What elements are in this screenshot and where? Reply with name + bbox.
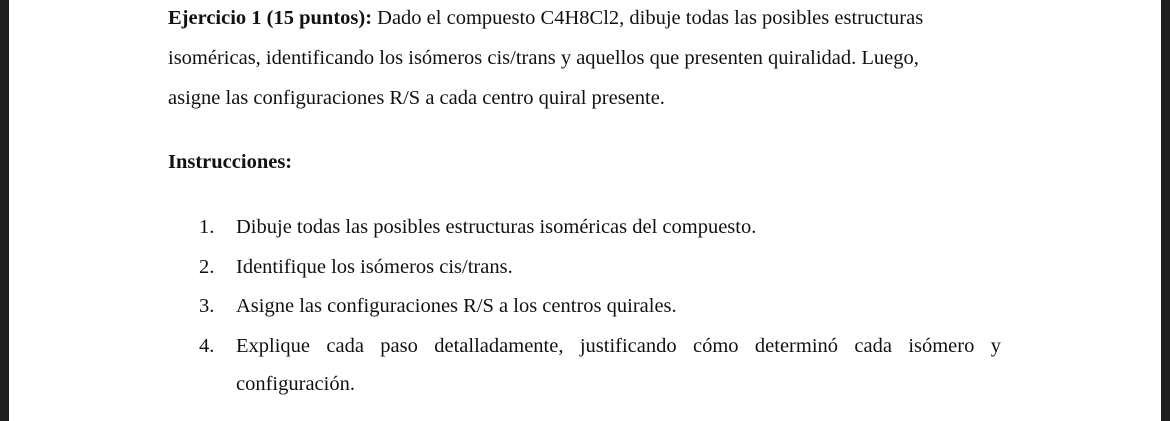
- viewer-right-edge: [1161, 0, 1170, 421]
- instruction-text: Explique cada paso detalladamente, justificando cómo determinó cada isómero y: [236, 335, 1001, 357]
- exercise-label: Ejercicio 1 (15 puntos):: [168, 7, 373, 29]
- instruction-number: 3.: [199, 295, 215, 317]
- instruction-text: Asigne las configuraciones R/S a los centros quirales.: [236, 295, 677, 317]
- exercise-statement-line-1: [168, 6, 923, 30]
- instruction-number: 2.: [199, 256, 215, 278]
- exercise-text-line-1: Dado el compuesto C4H8Cl2, dibuje todas las posibles estructuras: [372, 7, 924, 29]
- document-page: [9, 0, 1161, 421]
- instruction-text: Dibuje todas las posibles estructuras isoméricas del compuesto.: [236, 216, 757, 238]
- instruction-text-continuation: configuración.: [236, 373, 355, 395]
- exercise-statement-line-2: isoméricas, identificando los isómeros cis/trans y aquellos que presenten quiralidad. Luego,: [168, 47, 919, 69]
- instructions-heading: Instrucciones:: [168, 151, 293, 173]
- instruction-text: Identifique los isómeros cis/trans.: [236, 256, 513, 278]
- exercise-statement-line-3: asigne las configuraciones R/S a cada centro quiral presente.: [168, 87, 665, 109]
- instruction-number: 4.: [199, 335, 215, 357]
- instruction-number: 1.: [199, 216, 215, 238]
- viewer-left-edge: [0, 0, 9, 421]
